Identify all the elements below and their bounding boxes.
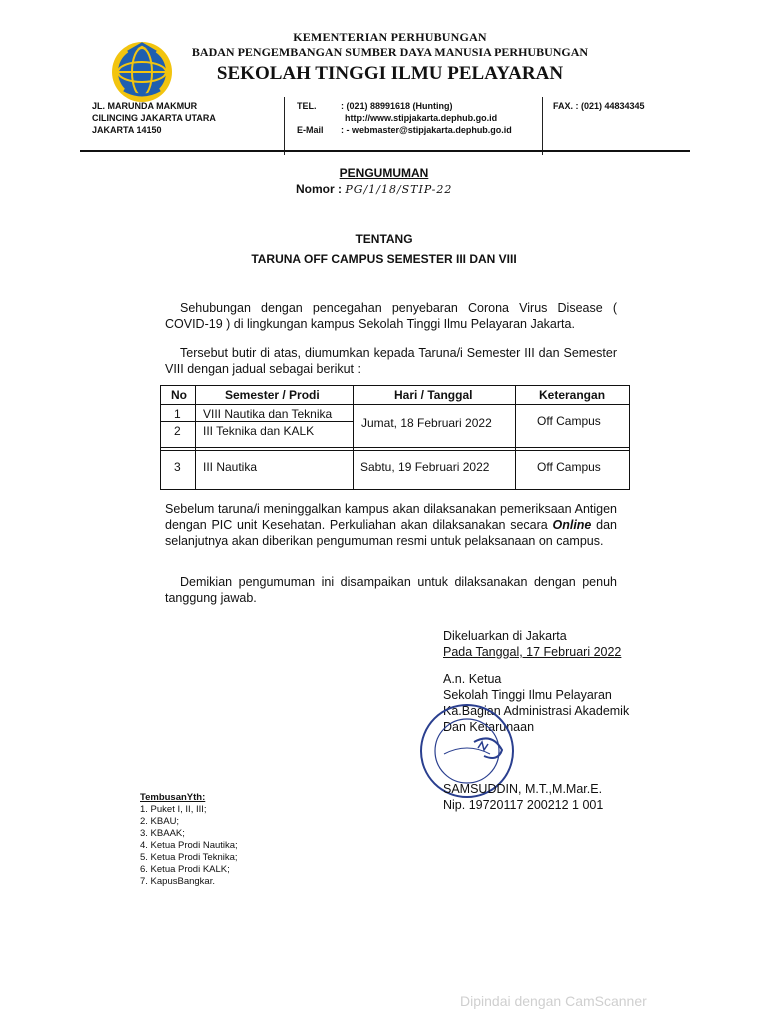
email-link[interactable]: : - webmaster@stipjakarta.dephub.go.id — [341, 125, 512, 135]
address-line: JL. MARUNDA MAKMUR — [92, 101, 198, 111]
table-cell-no: 3 — [174, 460, 181, 474]
website-link[interactable]: http://www.stipjakarta.dephub.go.id — [345, 113, 498, 123]
subject-heading: TARUNA OFF CAMPUS SEMESTER III DAN VIII — [251, 252, 517, 266]
letterhead — [180, 30, 600, 86]
schedule-table — [160, 385, 630, 490]
scanner-watermark: Dipindai dengan CamScanner — [460, 993, 647, 1009]
paragraph-4: Demikian pengumuman ini disampaikan untuk dilaksanakan dengan penuh tanggung jawab. — [165, 575, 617, 605]
table-rule — [161, 421, 353, 422]
paragraph-1: Sehubungan dengan pencegahan penyebaran Corona Virus Disease ( COVID-19 ) di lingkungan kampus Sekolah Tinggi Ilmu Pelayaran Jakarta. — [165, 301, 617, 331]
table-cell-prodi: VIII Nautika dan Teknika — [203, 407, 333, 421]
table-header-note: Keterangan — [539, 388, 606, 402]
table-rule — [353, 386, 354, 489]
ministry-name: KEMENTERIAN PERHUBUNGAN — [293, 30, 487, 44]
divider — [284, 97, 285, 155]
table-rule — [161, 404, 629, 405]
announcement-number — [296, 182, 452, 196]
signer-name: SAMSUDDIN, M.T.,M.Mar.E. — [443, 782, 603, 796]
table-rule — [515, 386, 516, 489]
table-rule — [161, 450, 629, 451]
email-label: E-Mail — [297, 125, 324, 135]
issued-place: Dikeluarkan di Jakarta — [443, 629, 567, 643]
table-rule — [195, 386, 196, 489]
list-item: 5. Ketua Prodi Teknika; — [140, 852, 238, 863]
table-header-prodi: Semester / Prodi — [225, 388, 320, 402]
signer-nip: Nip. 19720117 200212 1 001 — [443, 798, 604, 812]
address-line: JAKARTA 14150 — [92, 125, 162, 135]
signer-org: Sekolah Tinggi Ilmu Pelayaran — [443, 688, 612, 702]
paragraph-2: Tersebut butir di atas, diumumkan kepada Taruna/i Semester III dan Semester VIII dengan jadual sebagai berikut : — [165, 346, 617, 376]
table-header-no: No — [171, 388, 187, 402]
announcement-title: PENGUMUMAN — [339, 166, 429, 180]
list-item: 3. KBAAK; — [140, 828, 185, 839]
signer-position-2: Dan Ketarunaan — [443, 720, 535, 734]
paragraph-3-text-end: dan selanjutnya akan diberikan pengumuman resmi untuk pelaksanaan on campus. — [165, 518, 617, 548]
paragraph-3-text: Sebelum taruna/i meninggalkan kampus akan dilaksanakan pemeriksaan Antigen dengan PIC unit Kesehatan. Perkuliahan akan dilaksanakan secara — [165, 502, 617, 532]
number-label: Nomor : — [296, 182, 342, 196]
table-cell-date: Sabtu, 19 Februari 2022 — [360, 460, 490, 474]
issued-date: Pada Tanggal, 17 Februari 2022 — [443, 645, 622, 659]
paragraph-3 — [165, 501, 617, 549]
address-line: CILINCING JAKARTA UTARA — [92, 113, 216, 123]
list-item: 1. Puket I, II, III; — [140, 804, 207, 815]
fax-number: FAX. : (021) 44834345 — [553, 101, 645, 111]
address-block — [92, 100, 272, 156]
table-rule — [161, 447, 629, 448]
table-cell-prodi: III Teknika dan KALK — [203, 424, 315, 438]
school-name: SEKOLAH TINGGI ILMU PELAYARAN — [216, 63, 564, 84]
cc-list — [140, 792, 238, 888]
letterhead-rule — [80, 150, 690, 152]
about-heading: TENTANG — [355, 232, 413, 246]
on-behalf: A.n. Ketua — [443, 672, 502, 686]
list-item: 4. Ketua Prodi Nautika; — [140, 840, 238, 851]
table-cell-prodi: III Nautika — [203, 460, 258, 474]
list-item: 6. Ketua Prodi KALK; — [140, 864, 230, 875]
agency-name: BADAN PENGEMBANGAN SUMBER DAYA MANUSIA PERHUBUNGAN — [191, 45, 589, 59]
table-cell-date: Jumat, 18 Februari 2022 — [361, 416, 492, 430]
list-item: 2. KBAU; — [140, 816, 180, 827]
signer-position: Ka.Bagian Administrasi Akademik — [443, 704, 630, 718]
tel-value: : (021) 88991618 (Hunting) — [341, 101, 453, 111]
table-cell-note: Off Campus — [537, 414, 601, 428]
divider — [542, 97, 543, 155]
online-emphasis: Online — [552, 518, 592, 532]
tel-label: TEL. — [297, 101, 317, 111]
table-header-date: Hari / Tanggal — [394, 388, 473, 402]
table-cell-no: 2 — [174, 424, 181, 438]
ministry-logo — [110, 40, 174, 104]
table-cell-no: 1 — [174, 407, 181, 421]
contact-block — [297, 100, 537, 156]
number-handwritten: PG/1/18/STIP-22 — [345, 183, 453, 196]
cc-title: TembusanYth: — [140, 792, 206, 803]
table-cell-note: Off Campus — [537, 460, 601, 474]
list-item: 7. KapusBangkar. — [140, 876, 215, 887]
